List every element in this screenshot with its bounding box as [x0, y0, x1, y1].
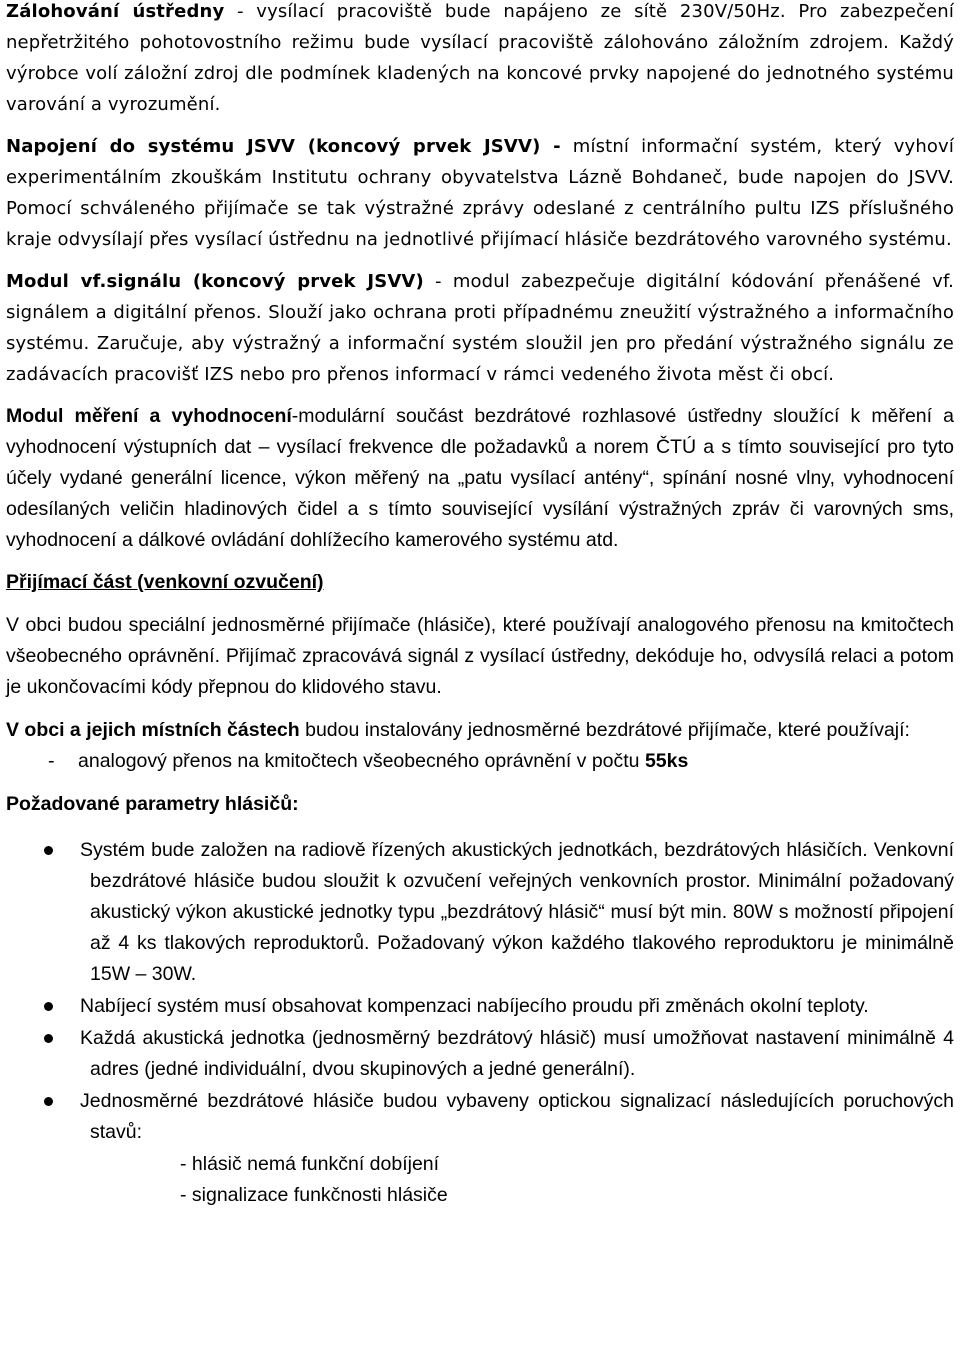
paragraph-jsvv-connection	[6, 131, 954, 255]
document-page	[6, 0, 954, 1211]
dash-list-item	[6, 746, 954, 777]
paragraph-text: -modulární součást bezdrátové rozhlasové ústředny sloužící k měření a vyhodnocení výstupních dat – vysílací frekvence dle požadavků a norem ČTÚ a s tímto související pro tyto účely vydané generální licence, výkon měřený na „patu vysílací antény“, spínání nosné vlny, vyhodnocení odesílaných veličin hladinových čidel a s tímto související vysílání výstražných zpráv či varovných sms, vyhodnocení a dálkové ovládání dohlížecího kamerového systému atd.	[6, 405, 954, 551]
paragraph-heading: V obci a jejich místních částech	[6, 719, 300, 741]
list-item	[6, 1023, 954, 1085]
paragraph-text: - modul zabezpečuje digitální kódování přenášené vf. signálem a digitální přenos. Slouží jako ochrana proti případnému zneužití výstražného a informačního systému. Zaručuje, aby výstražný a informační systém sloužil jen pro předání výstražného signálu ze zadávacích pracovišť IZS nebo pro přenos informací v rámci vedeného života měst či obcí.	[6, 271, 954, 385]
paragraph-heading: Modul vf.signálu (koncový prvek JSVV)	[6, 271, 424, 292]
list-item-text: Každá akustická jednotka (jednosměrný bezdrátový hlásič) musí umožňovat nastavení minimálně 4 adres (jedné individuální, dvou skupinových a jedné generální).	[80, 1027, 954, 1080]
list-item	[6, 835, 954, 990]
paragraph-text: - vysílací pracoviště bude napájeno ze sítě 230V/50Hz. Pro zabezpečení nepřetržitého pohotovostního režimu bude vysílací pracoviště zálohováno záložním zdrojem. Každý výrobce volí záložní zdroj dle podmínek kladených na koncové prvky napojené do jednotného systému varování a vyrozumění.	[6, 1, 954, 115]
bullet-icon	[44, 1002, 53, 1011]
bullet-icon	[44, 1097, 53, 1106]
bullet-icon	[44, 846, 53, 855]
dash-item-plain: analogový přenos na kmitočtech všeobecného oprávnění v počtu	[78, 750, 645, 772]
list-item-text: Systém bude založen na radiově řízených akustických jednotkách, bezdrátových hlásičích. Venkovní bezdrátové hlásiče budou sloužit k ozvučení veřejných venkovních prostor. Minimální požadovaný akustický výkon akustické jednotky typu „bezdrátový hlásič“ musí být min. 80W s možností připojení až 4 ks tlakových reproduktorů. Požadovaný výkon každého tlakového reproduktoru je minimálně 15W – 30W.	[80, 839, 954, 985]
list-item-text: Nabíjecí systém musí obsahovat kompenzaci nabíjecího proudu při změnách okolní teploty.	[80, 995, 869, 1017]
section-heading-receiver	[6, 567, 954, 598]
dash-item-count: 55ks	[644, 750, 689, 772]
paragraph-local-parts	[6, 715, 954, 746]
paragraph-heading: Napojení do systému JSVV (koncový prvek JSVV) -	[6, 136, 561, 157]
paragraph-receivers: V obci budou speciální jednosměrné přijímače (hlásiče), které používají analogového přenosu na kmitočtech všeobecného oprávnění. Přijímač zpracovává signál z vysílací ústředny, dekóduje ho, odvysílá relaci a potom je ukončovacími kódy přepnou do klidového stavu.	[6, 614, 954, 698]
section-heading-parameters	[6, 789, 954, 820]
paragraph-heading: Modul měření a vyhodnocení	[6, 405, 292, 427]
section-heading-text: Přijímací část (venkovní ozvučení)	[6, 571, 324, 593]
section-heading-text: Požadované parametry hlásičů:	[6, 793, 299, 815]
dash-item-text	[78, 746, 688, 777]
paragraph-text: budou instalovány jednosměrné bezdrátové přijímače, které používají:	[299, 719, 910, 741]
list-item-text: Jednosměrné bezdrátové hlásiče budou vybaveny optickou signalizací následujících poruchových stavů:	[80, 1090, 954, 1143]
paragraph-rf-module	[6, 266, 954, 390]
sub-list-item: - hlásič nemá funkční dobíjení	[180, 1153, 440, 1175]
list-item	[6, 991, 954, 1022]
bullet-icon	[44, 1034, 53, 1043]
paragraph-measurement-module	[6, 401, 954, 556]
bullet-list	[6, 835, 954, 1148]
sub-list-item: - signalizace funkčnosti hlásiče	[180, 1184, 448, 1206]
paragraph-heading: Zálohování ústředny	[6, 1, 225, 22]
list-item	[6, 1086, 954, 1148]
dash-mark: -	[48, 750, 55, 772]
paragraph-backup-power	[6, 0, 954, 120]
paragraph-text: místní informační systém, který vyhoví experimentálním zkouškám Institutu ochrany obyvatelstva Lázně Bohdaneč, bude napojen do JSVV. Pomocí schváleného přijímače se tak výstražné zprávy odeslané z centrálního pultu IZS příslušného kraje odvysílají přes vysílací ústřednu na jednotlivé přijímací hlásiče bezdrátového varovného systému.	[6, 136, 954, 250]
